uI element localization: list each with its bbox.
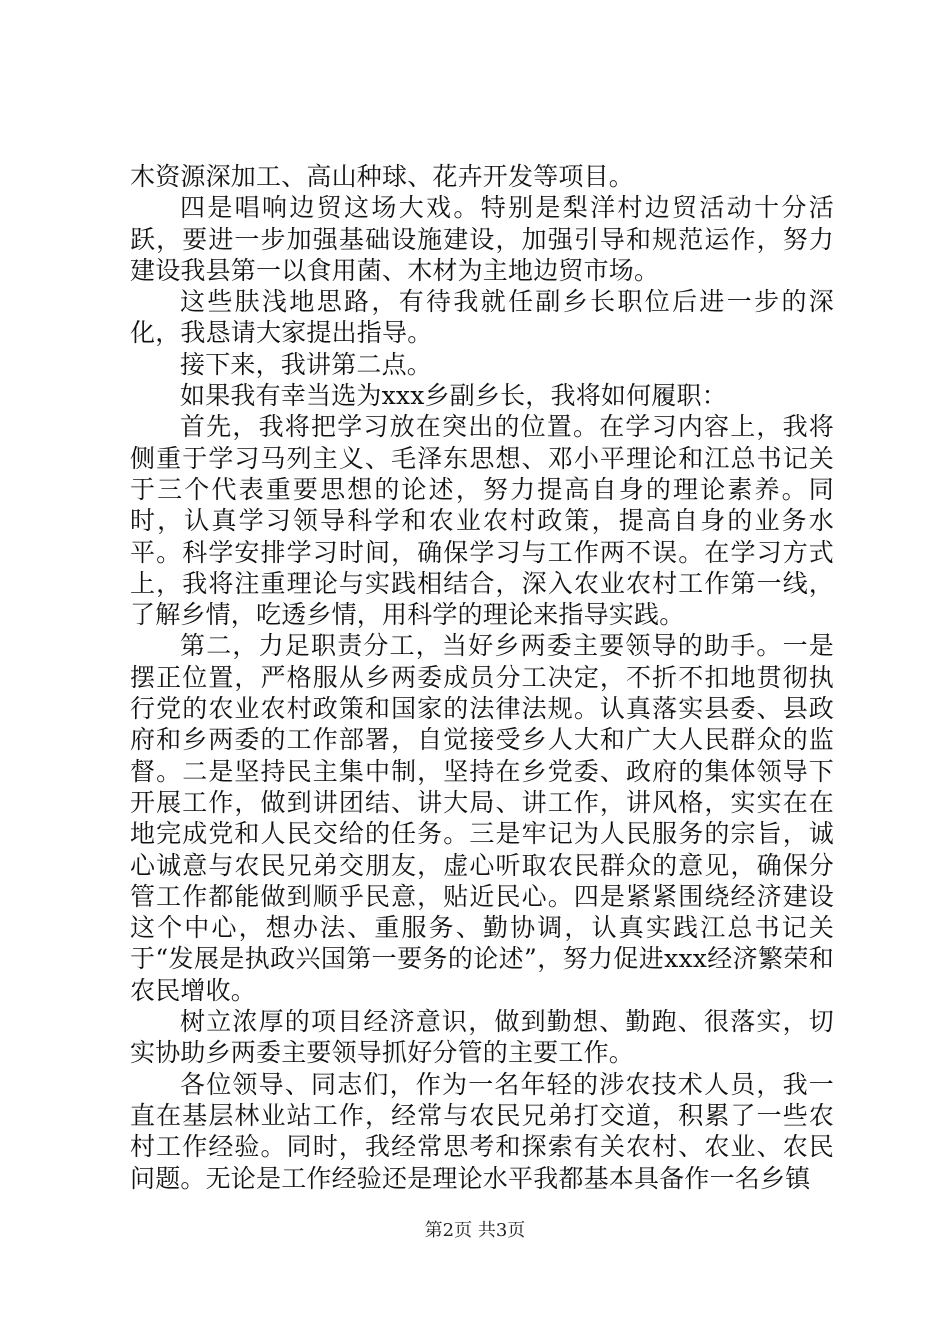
paragraph-8: 树立浓厚的项目经济意识，做到勤想、勤跑、很落实，切实协助乡两委主要领导抓好分管的主要工作。 [130,1007,834,1068]
paragraph-1: 木资源深加工、高山种球、花卉开发等项目。 [130,162,635,191]
document-body [130,161,834,1194]
paragraph-3: 这些肤浅地思路，有待我就任副乡长职位后进一步的深化，我恳请大家提出指导。 [130,287,834,348]
page-number-footer: 第2页 共3页 [424,1220,526,1241]
paragraph-7: 第二，力足职责分工，当好乡两委主要领导的助手。一是摆正位置，严格服从乡两委成员分工决定，不折不扣地贯彻执行党的农业农村政策和国家的法律法规。认真落实县委、县政府和乡两委的工作部署，自觉接受乡人大和广大人民群众的监督。二是坚持民主集中制，坚持在乡党委、政府的集体领导下开展工作，做到讲团结、讲大局、讲工作，讲风格，实实在在地完成党和人民交给的任务。三是牢记为人民服务的宗旨，诚心诚意与农民兄弟交朋友，虚心听取农民群众的意见，确保分管工作都能做到顺乎民意，贴近民心。四是紧紧围绕经济建设这个中心，想办法、重服务、勤协调，认真实践江总书记关于“发展是执政兴国第一要务的论述”，努力促进xxx经济繁荣和农民增收。 [130,631,834,1005]
paragraph-5: 如果我有幸当选为xxx乡副乡长，我将如何履职： [180,381,727,411]
paragraph-2: 四是唱响边贸这场大戏。特别是梨洋村边贸活动十分活跃，要进一步加强基础设施建设，加强引导和规范运作，努力建设我县第一以食用菌、木材为主地边贸市场。 [130,193,834,285]
paragraph-4: 接下来，我讲第二点。 [180,349,433,379]
paragraph-6: 首先，我将把学习放在突出的位置。在学习内容上，我将侧重于学习马列主义、毛泽东思想、邓小平理论和江总书记关于三个代表重要思想的论述，努力提高自身的理论素养。同时，认真学习领导科学和农业农村政策，提高自身的业务水平。科学安排学习时间，确保学习与工作两不误。在学习方式上，我将注重理论与实践相结合，深入农业农村工作第一线，了解乡情，吃透乡情，用科学的理论来指导实践。 [130,412,834,630]
paragraph-9: 各位领导、同志们，作为一名年轻的涉农技术人员，我一直在基层林业站工作，经常与农民兄弟打交道，积累了一些农村工作经验。同时，我经常思考和探索有关农村、农业、农民问题。无论是工作经验还是理论水平我都基本具备作一名乡镇 [130,1069,834,1193]
